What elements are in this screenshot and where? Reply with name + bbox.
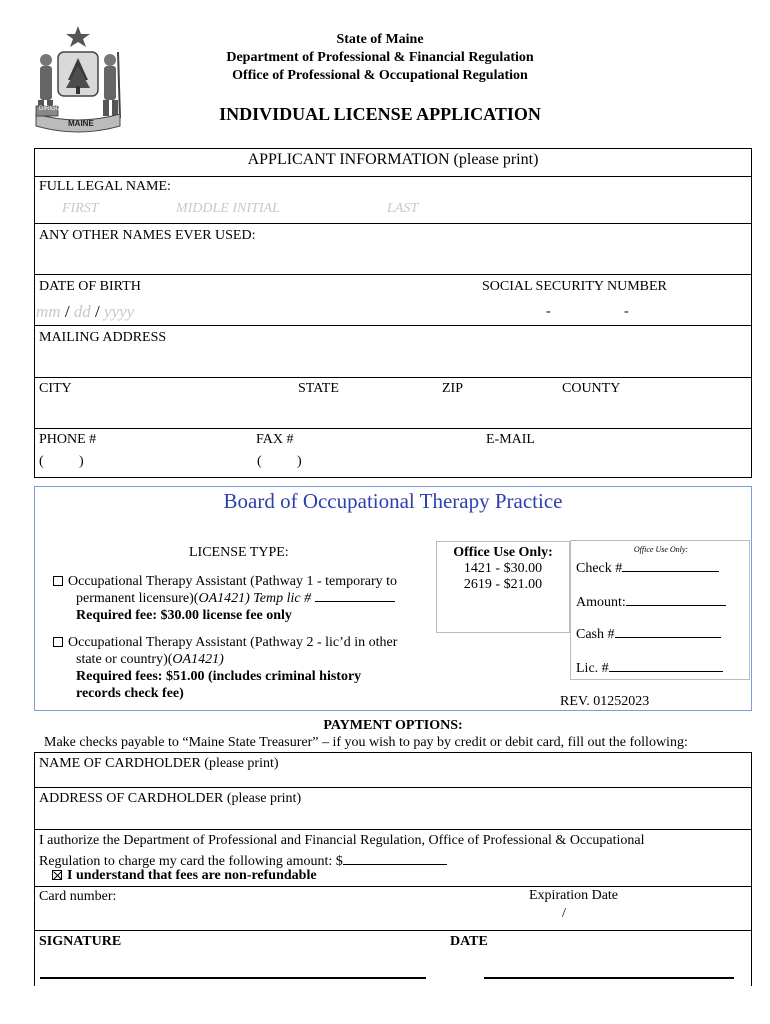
dob-sep-1: / xyxy=(64,302,70,321)
payment-instructions: Make checks payable to “Maine State Treasurer” – if you wish to pay by credit or debit card, fill out the following: xyxy=(44,735,688,750)
state-label: STATE xyxy=(298,381,339,396)
expiration-sep: / xyxy=(562,906,566,921)
signature-field[interactable] xyxy=(40,955,426,979)
pathway-2-line2a: state or country)( xyxy=(76,652,173,667)
card-number-field[interactable] xyxy=(36,906,516,928)
mailing-address-label: MAILING ADDRESS xyxy=(39,330,167,345)
authorize-line1: I authorize the Department of Professional and Financial Regulation, Office of Professional & Occupational xyxy=(39,833,645,848)
office-fee-2619: 2619 - $21.00 xyxy=(463,577,543,592)
phone-label: PHONE # xyxy=(39,432,97,447)
license-option-pathway-2[interactable] xyxy=(53,634,433,702)
check-number-field[interactable] xyxy=(622,558,719,572)
pathway-2-line1: Occupational Therapy Assistant (Pathway 2 - lic’d in other xyxy=(68,635,398,650)
state-field[interactable] xyxy=(296,399,436,427)
date-label: DATE xyxy=(450,934,488,949)
cash-number-field[interactable] xyxy=(615,624,721,638)
ssn-dash-1: - xyxy=(546,304,551,319)
fax-paren-close: ) xyxy=(297,454,302,469)
pathway-1-line2b: OA1421) Temp lic # xyxy=(198,591,312,606)
phone-paren-open: ( xyxy=(39,454,44,469)
pathway-1-line2a: permanent licensure)( xyxy=(76,591,199,606)
cardholder-address-label: ADDRESS OF CARDHOLDER (please print) xyxy=(39,791,302,806)
phone-field[interactable] xyxy=(36,452,236,474)
pathway-1-line1: Occupational Therapy Assistant (Pathway 1 - temporary to xyxy=(68,574,398,589)
header-office: Office of Professional & Occupational Regulation xyxy=(232,68,528,83)
cardholder-name-field[interactable] xyxy=(36,772,750,786)
office-use-box-fees xyxy=(436,541,570,633)
ssn-dash-2: - xyxy=(624,304,629,319)
county-field[interactable] xyxy=(560,399,748,427)
form-title: INDIVIDUAL LICENSE APPLICATION xyxy=(219,104,541,124)
dob-yyyy: yyyy xyxy=(104,302,135,321)
applicant-section-title: APPLICANT INFORMATION (please print) xyxy=(247,151,539,168)
revision-code: REV. 01252023 xyxy=(560,694,650,709)
date-field[interactable] xyxy=(484,955,734,979)
charge-amount-field[interactable] xyxy=(343,850,447,865)
dob-dd: dd xyxy=(73,302,91,321)
temp-license-number-field[interactable] xyxy=(315,601,395,602)
nonrefundable-label: I understand that fees are non-refundable xyxy=(67,868,317,883)
full-legal-name-label: FULL LEGAL NAME: xyxy=(39,179,171,194)
office-use-title: Office Use Only: xyxy=(453,545,553,560)
fax-field[interactable] xyxy=(254,452,464,474)
expiration-label: Expiration Date xyxy=(529,888,619,903)
nonrefundable-checkbox[interactable] xyxy=(52,870,62,880)
cardholder-name-label: NAME OF CARDHOLDER (please print) xyxy=(39,756,279,771)
zip-label: ZIP xyxy=(442,381,463,396)
other-names-label: ANY OTHER NAMES EVER USED: xyxy=(39,228,256,243)
header-department: Department of Professional & Financial Regulation xyxy=(226,50,534,65)
fax-paren-open: ( xyxy=(257,454,262,469)
middle-initial-placeholder: MIDDLE INITIAL xyxy=(176,201,280,216)
office-fee-1421: 1421 - $30.00 xyxy=(463,561,543,576)
check-number-label: Check # xyxy=(576,561,623,576)
ssn-label: SOCIAL SECURITY NUMBER xyxy=(482,279,667,294)
seal-name: MAINE xyxy=(68,119,94,128)
other-names-field[interactable] xyxy=(36,246,750,272)
board-title: Board of Occupational Therapy Practice xyxy=(223,489,563,513)
city-field[interactable] xyxy=(36,399,286,427)
amount-field[interactable] xyxy=(626,592,726,606)
email-label: E-MAIL xyxy=(486,432,535,447)
card-number-label: Card number: xyxy=(39,889,117,904)
authorize-line2: Regulation to charge my card the following amount: xyxy=(39,854,333,869)
pathway-2-line2b: OA1421) xyxy=(172,652,224,667)
seal-motto: DIRIGO xyxy=(39,106,61,112)
email-field[interactable] xyxy=(484,452,748,474)
city-label: CITY xyxy=(39,381,72,396)
cardholder-address-field[interactable] xyxy=(36,808,750,828)
pathway-1-fee: Required fee: $30.00 license fee only xyxy=(76,608,292,623)
dob-mm: mm xyxy=(36,302,61,321)
ssn-field[interactable] xyxy=(480,302,748,324)
lic-number-label: Lic. # xyxy=(576,661,609,676)
fax-label: FAX # xyxy=(256,432,294,447)
full-name-field[interactable] xyxy=(36,196,750,222)
pathway-2-fee1: Required fees: $51.00 (includes criminal history xyxy=(76,669,362,684)
last-name-placeholder: LAST xyxy=(387,201,419,216)
expiration-field[interactable] xyxy=(528,904,638,926)
dollar-sign: $ xyxy=(335,854,343,869)
office-use-box-payment xyxy=(570,540,750,680)
dob-label: DATE OF BIRTH xyxy=(39,279,141,294)
county-label: COUNTY xyxy=(562,381,621,396)
pathway-2-checkbox[interactable] xyxy=(53,637,63,647)
payment-options-title: PAYMENT OPTIONS: xyxy=(323,718,463,733)
mailing-address-field[interactable] xyxy=(36,348,750,376)
header-state: State of Maine xyxy=(336,32,424,47)
amount-label: Amount: xyxy=(576,595,626,610)
license-type-label: LICENSE TYPE: xyxy=(189,545,289,560)
lic-number-field[interactable] xyxy=(609,658,723,672)
dob-field[interactable] xyxy=(36,302,236,324)
state-seal xyxy=(30,22,126,137)
first-name-placeholder: FIRST xyxy=(62,201,99,216)
phone-paren-close: ) xyxy=(79,454,84,469)
license-option-pathway-1[interactable] xyxy=(53,573,433,624)
signature-label: SIGNATURE xyxy=(39,934,122,949)
dob-sep-2: / xyxy=(95,302,100,321)
pathway-1-checkbox[interactable] xyxy=(53,576,63,586)
cash-number-label: Cash # xyxy=(576,627,615,642)
office-use-small-title: Office Use Only: xyxy=(633,545,689,554)
zip-field[interactable] xyxy=(440,399,555,427)
pathway-2-fee2: records check fee) xyxy=(76,686,184,701)
